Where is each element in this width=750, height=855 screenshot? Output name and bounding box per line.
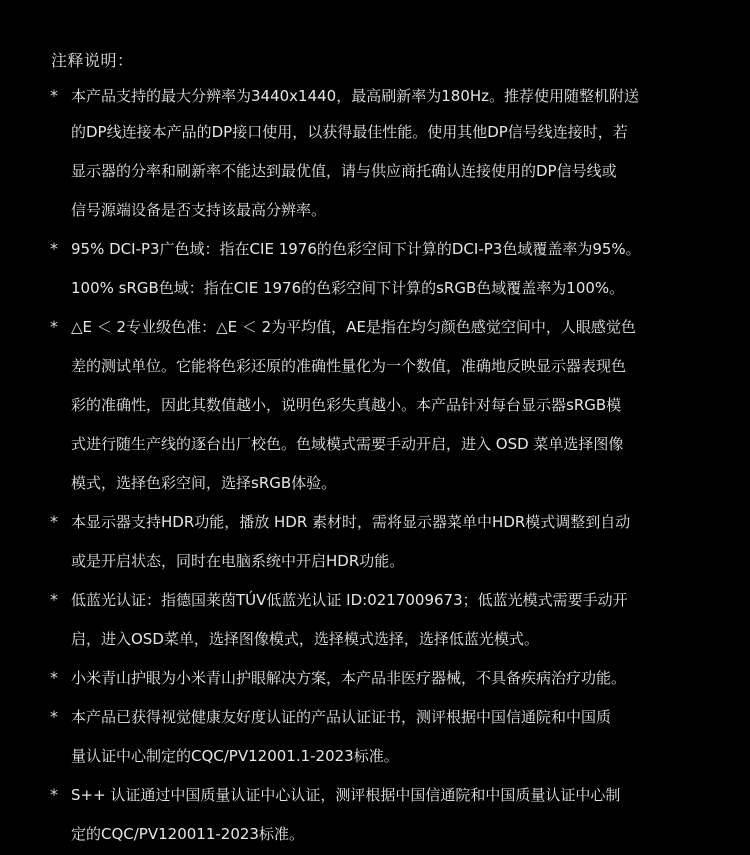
note-line: 式进行随生产线的逐台出厂校色。色域模式需要手动开启，进入 OSD 菜单选择图像 <box>71 435 624 453</box>
note-line: 模式，选择色彩空间，选择sRGB体验。 <box>71 474 337 492</box>
note-line: 启，进入OSD菜单，选择图像模式，选择模式选择，选择低蓝光模式。 <box>71 630 539 648</box>
note-line: 低蓝光认证：指德国莱茵TÚV低蓝光认证 ID:0217009673；低蓝光模式需要手动开 <box>71 591 628 609</box>
notes-title: 注释说明： <box>51 51 134 70</box>
bullet-icon: * <box>50 512 58 531</box>
note-line: 显示器的分率和刷新率不能达到最优值，请与供应商托确认连接使用的DP信号线或 <box>71 162 617 180</box>
note-line: 信号源端设备是否支持该最高分辨率。 <box>71 201 327 219</box>
note-line: 本显示器支持HDR功能，播放 HDR 素材时，需将显示器菜单中HDR模式调整到自动 <box>71 513 631 531</box>
bullet-icon: * <box>50 707 58 726</box>
note-line: 95% DCI-P3广色域：指在CIE 1976的色彩空间下计算的DCI-P3色域覆盖率为95%。 <box>71 240 641 258</box>
bullet-icon: * <box>50 86 58 105</box>
note-line: 或是开启状态，同时在电脑系统中开启HDR功能。 <box>71 552 405 570</box>
note-line: 差的测试单位。它能将色彩还原的准确性量化为一个数值，准确地反映显示器表现色 <box>71 357 627 375</box>
note-line: 小米青山护眼为小米青山护眼解决方案，本产品非医疗器械，不具备疾病治疗功能。 <box>71 669 627 687</box>
note-line: 量认证中心制定的CQC/PV12001.1-2023标准。 <box>71 747 399 765</box>
bullet-icon: * <box>50 590 58 609</box>
bullet-icon: * <box>50 239 58 258</box>
note-line: 定的CQC/PV120011-2023标准。 <box>71 825 304 843</box>
bullet-icon: * <box>50 668 58 687</box>
bullet-icon: * <box>50 785 58 804</box>
note-line: S++ 认证通过中国质量认证中心认证，测评根据中国信通院和中国质量认证中心制 <box>71 786 621 804</box>
bullet-icon: * <box>50 317 58 336</box>
note-line: 本产品支持的最大分辨率为3440x1440，最高刷新率为180Hz。推荐使用随整机附送 <box>71 87 640 105</box>
note-line: △E ＜ 2专业级色准：△E ＜ 2为平均值，AE是指在均匀颜色感觉空间中，人眼感觉色 <box>71 318 636 336</box>
note-line: 本产品已获得视觉健康友好度认证的产品认证证书，测评根据中国信通院和中国质 <box>71 708 612 726</box>
note-line: 的DP线连接本产品的DP接口使用，以获得最佳性能。使用其他DP信号线连接时，若 <box>71 123 628 141</box>
note-line: 100% sRGB色域：指在CIE 1976的色彩空间下计算的sRGB色域覆盖率为100%。 <box>71 279 625 297</box>
note-line: 彩的准确性，因此其数值越小，说明色彩失真越小。本产品针对每台显示器sRGB模 <box>71 396 622 414</box>
